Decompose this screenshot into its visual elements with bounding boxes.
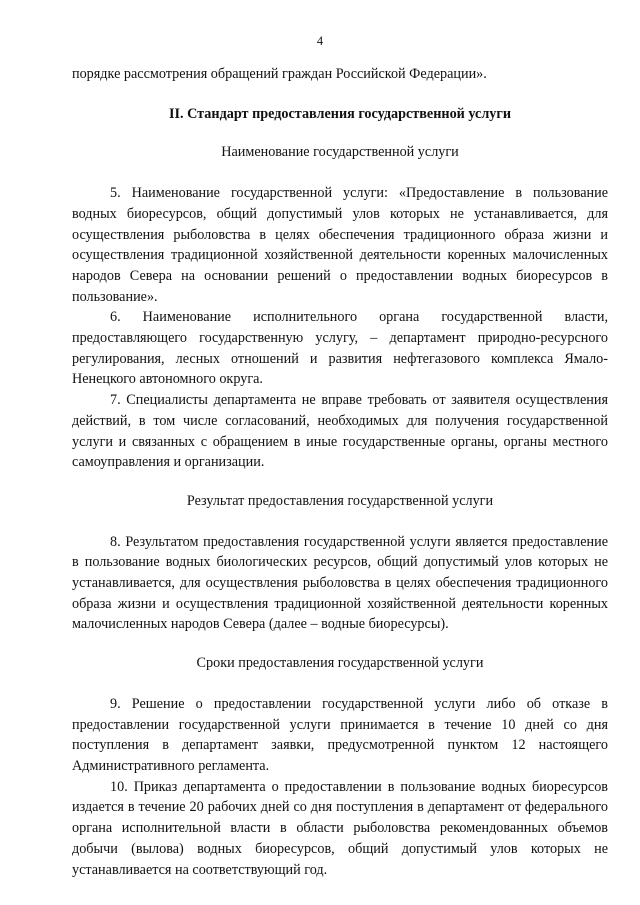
- paragraph-9: 9. Решение о предоставлении государственной услуги либо об отказе в предоставлении государственной услуги принимается в течение 10 дней со дня поступления в департамент заявки, предусмотренной пунктом 12 настоящего Административного регламента.: [72, 695, 608, 774]
- paragraph-8: 8. Результатом предоставления государственной услуги является предоставление в пользование водных биологических ресурсов, общий допустимый улов которых не устанавливается, для осуществления рыболовства в целях обеспечения традиционного образа жизни и осуществления традиционной хозяйственной деятельности коренных малочисленных народов Севера (далее – водные биоресурсы).: [72, 533, 608, 633]
- paragraph-5: 5. Наименование государственной услуги: «Предоставление в пользование водных биоресурсов, общий допустимый улов которых не устанавливается, для осуществления рыболовства в целях обеспечения традиционного образа жизни и осуществления традиционной хозяйственной деятельности коренных малочисленных народов Севера на основании решений о предоставлении водных биоресурсов в пользование».: [72, 185, 608, 305]
- document-body: [72, 64, 608, 880]
- subheading-service-terms: Сроки предоставления государственной услуги: [196, 655, 484, 672]
- paragraph-10: 10. Приказ департамента о предоставлении в пользование водных биоресурсов издается в течение 20 рабочих дней со дня поступления в департамент от федерального органа исполнительной власти в области рыболовства рекомендованных объемов добычи (вылова) водных биоресурсов, общий допустимый улов которых не устанавливается на соответствующий год.: [72, 778, 608, 878]
- subheading-service-name: Наименование государственной услуги: [221, 144, 459, 161]
- intro-line: порядке рассмотрения обращений граждан Российской Федерации».: [72, 66, 487, 82]
- paragraph-7: 7. Специалисты департамента не вправе требовать от заявителя осуществления действий, в том числе согласований, необходимых для получения государственной услуги и связанных с обращением в иные государственные органы, органы местного самоуправления и организации.: [72, 392, 608, 471]
- paragraph-6: 6. Наименование исполнительного органа государственной власти, предоставляющего государственную услугу, – департамент природно-ресурсного регулирования, лесных отношений и развития нефтегазового комплекса Ямало-Ненецкого автономного округа.: [72, 309, 608, 388]
- section-title: II. Стандарт предоставления государственной услуги: [168, 105, 512, 122]
- page-number: 4: [316, 34, 324, 48]
- subheading-service-result: Результат предоставления государственной услуги: [186, 492, 494, 509]
